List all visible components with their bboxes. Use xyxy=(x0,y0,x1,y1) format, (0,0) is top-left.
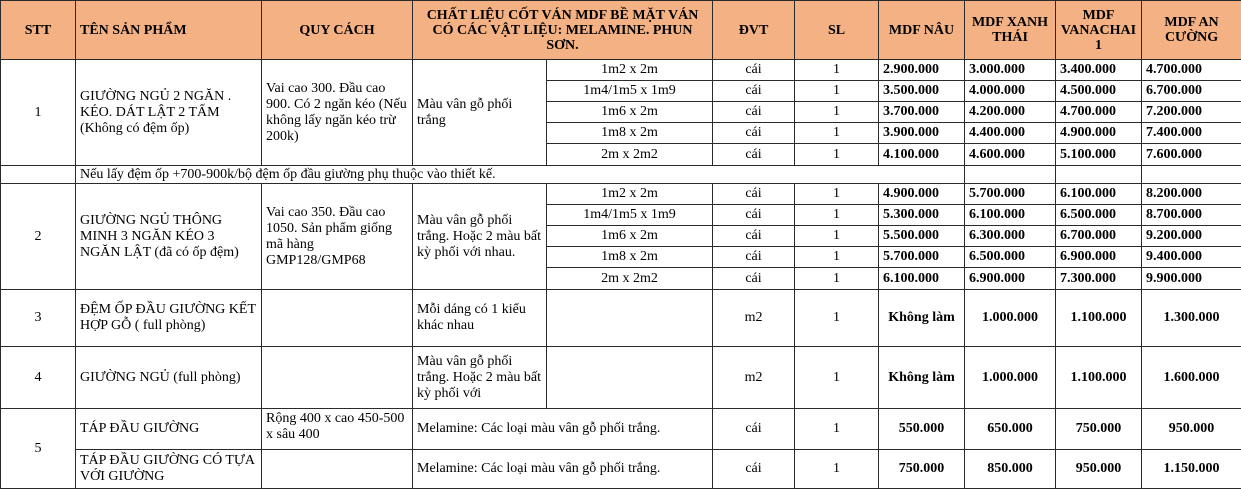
product-1-stt: 1 xyxy=(1,60,76,166)
product-5-item-material: Melamine: Các loại màu vân gỗ phối trắng. xyxy=(413,409,713,450)
price-mdf-vanachai: 1.100.000 xyxy=(1056,290,1142,347)
qty-cell: 1 xyxy=(795,205,879,226)
unit-cell: cái xyxy=(713,409,795,450)
unit-cell: cái xyxy=(713,81,795,102)
price-mdf-xanh-thai: 6.900.000 xyxy=(965,268,1056,290)
product-2-name: GIƯỜNG NGỦ THÔNG MINH 3 NGĂN KÉO 3 NGĂN LẬT (đã có ốp đệm) xyxy=(76,184,262,290)
qty-cell: 1 xyxy=(795,450,879,489)
price-mdf-nau: 3.500.000 xyxy=(879,81,965,102)
price-mdf-nau: 3.700.000 xyxy=(879,102,965,123)
price-mdf-xanh-thai: 3.000.000 xyxy=(965,60,1056,81)
price-mdf-xanh-thai: 4.600.000 xyxy=(965,144,1056,166)
product-1-spec: Vai cao 300. Đầu cao 900. Có 2 ngăn kéo (Nếu không lấy ngăn kéo trừ 200k) xyxy=(262,60,413,166)
price-mdf-vanachai: 950.000 xyxy=(1056,450,1142,489)
unit-cell: cái xyxy=(713,205,795,226)
header-mdf-an-cuong: MDF AN CƯỜNG xyxy=(1142,1,1241,60)
header-spec: QUY CÁCH xyxy=(262,1,413,60)
qty-cell: 1 xyxy=(795,60,879,81)
qty-cell: 1 xyxy=(795,81,879,102)
price-mdf-nau: 3.900.000 xyxy=(879,123,965,144)
unit-cell: cái xyxy=(713,123,795,144)
price-mdf-xanh-thai: 1.000.000 xyxy=(965,347,1056,409)
price-mdf-an-cuong: 7.200.000 xyxy=(1142,102,1241,123)
product-4-stt: 4 xyxy=(1,347,76,409)
table-row xyxy=(1,184,1241,205)
product-3-stt: 3 xyxy=(1,290,76,347)
product-1-material: Màu vân gỗ phối trắng xyxy=(413,60,547,166)
price-mdf-vanachai: 6.900.000 xyxy=(1056,247,1142,268)
header-qty: SL xyxy=(795,1,879,60)
product-3-material: Mỗi dáng có 1 kiểu khác nhau xyxy=(413,290,547,347)
product-5-spec: Rộng 400 x cao 450-500 x sâu 400 xyxy=(262,409,413,450)
table-row xyxy=(1,450,1241,489)
unit-cell: cái xyxy=(713,184,795,205)
header-row xyxy=(1,1,1241,60)
table-row xyxy=(1,60,1241,81)
price-mdf-vanachai: 4.700.000 xyxy=(1056,102,1142,123)
price-mdf-nau: 5.300.000 xyxy=(879,205,965,226)
price-mdf-xanh-thai: 6.500.000 xyxy=(965,247,1056,268)
qty-cell: 1 xyxy=(795,247,879,268)
product-4-name: GIƯỜNG NGỦ (full phòng) xyxy=(76,347,262,409)
unit-cell: m2 xyxy=(713,290,795,347)
price-mdf-vanachai: 6.700.000 xyxy=(1056,226,1142,247)
price-mdf-an-cuong: 1.150.000 xyxy=(1142,450,1241,489)
price-mdf-xanh-thai: 6.300.000 xyxy=(965,226,1056,247)
note-text: Nếu lấy đệm ốp +700-900k/bộ đệm ốp đầu giường phụ thuộc vào thiết kế. xyxy=(76,166,965,184)
unit-cell: cái xyxy=(713,144,795,166)
unit-cell: cái xyxy=(713,102,795,123)
price-mdf-nau: Không làm xyxy=(879,347,965,409)
price-mdf-nau: 5.700.000 xyxy=(879,247,965,268)
price-mdf-vanachai: 6.100.000 xyxy=(1056,184,1142,205)
header-name: TÊN SẢN PHẨM xyxy=(76,1,262,60)
price-mdf-xanh-thai: 5.700.000 xyxy=(965,184,1056,205)
size-cell: 1m4/1m5 x 1m9 xyxy=(547,205,713,226)
product-2-stt: 2 xyxy=(1,184,76,290)
price-mdf-vanachai: 4.500.000 xyxy=(1056,81,1142,102)
price-mdf-vanachai: 5.100.000 xyxy=(1056,144,1142,166)
price-mdf-vanachai: 4.900.000 xyxy=(1056,123,1142,144)
size-cell: 1m6 x 2m xyxy=(547,226,713,247)
price-mdf-nau: 750.000 xyxy=(879,450,965,489)
header-mdf-nau: MDF NÂU xyxy=(879,1,965,60)
qty-cell: 1 xyxy=(795,347,879,409)
qty-cell: 1 xyxy=(795,409,879,450)
price-mdf-xanh-thai: 4.000.000 xyxy=(965,81,1056,102)
size-cell: 1m6 x 2m xyxy=(547,102,713,123)
price-mdf-nau: 2.900.000 xyxy=(879,60,965,81)
price-mdf-an-cuong: 4.700.000 xyxy=(1142,60,1241,81)
price-mdf-nau: 550.000 xyxy=(879,409,965,450)
price-mdf-nau: Không làm xyxy=(879,290,965,347)
qty-cell: 1 xyxy=(795,102,879,123)
note-row xyxy=(1,166,1241,184)
product-3-spec xyxy=(262,290,413,347)
price-mdf-an-cuong: 9.400.000 xyxy=(1142,247,1241,268)
price-mdf-xanh-thai: 850.000 xyxy=(965,450,1056,489)
header-mdf-vanachai: MDF VANACHAI 1 xyxy=(1056,1,1142,60)
qty-cell: 1 xyxy=(795,184,879,205)
product-4-spec xyxy=(262,347,413,409)
unit-cell: cái xyxy=(713,60,795,81)
price-mdf-vanachai: 750.000 xyxy=(1056,409,1142,450)
price-mdf-vanachai: 1.100.000 xyxy=(1056,347,1142,409)
price-mdf-an-cuong: 9.900.000 xyxy=(1142,268,1241,290)
product-5-item-name: TÁP ĐẦU GIƯỜNG CÓ TỰA VỚI GIƯỜNG xyxy=(76,450,262,489)
qty-cell: 1 xyxy=(795,123,879,144)
price-mdf-xanh-thai: 6.100.000 xyxy=(965,205,1056,226)
price-mdf-nau: 4.900.000 xyxy=(879,184,965,205)
unit-cell: cái xyxy=(713,450,795,489)
table-row xyxy=(1,347,1241,409)
size-cell: 2m x 2m2 xyxy=(547,144,713,166)
size-cell: 1m4/1m5 x 1m9 xyxy=(547,81,713,102)
spec-cell xyxy=(262,450,413,489)
price-mdf-nau: 6.100.000 xyxy=(879,268,965,290)
product-4-material: Màu vân gỗ phối trắng. Hoặc 2 màu bất kỳ phối với xyxy=(413,347,547,409)
header-unit: ĐVT xyxy=(713,1,795,60)
price-mdf-xanh-thai: 4.200.000 xyxy=(965,102,1056,123)
qty-cell: 1 xyxy=(795,144,879,166)
price-mdf-an-cuong: 9.200.000 xyxy=(1142,226,1241,247)
header-mdf-xanh-thai: MDF XANH THÁI xyxy=(965,1,1056,60)
size-cell xyxy=(547,347,713,409)
unit-cell: cái xyxy=(713,247,795,268)
product-1-name: GIƯỜNG NGỦ 2 NGĂN . KÉO. DÁT LẬT 2 TẤM (Không có đệm ốp) xyxy=(76,60,262,166)
table-row xyxy=(1,290,1241,347)
unit-cell: cái xyxy=(713,268,795,290)
header-material: CHẤT LIỆU CỐT VÁN MDF BỀ MẶT VÁN CÓ CÁC VẬT LIỆU: MELAMINE. PHUN SƠN. xyxy=(413,1,713,60)
price-mdf-an-cuong: 1.600.000 xyxy=(1142,347,1241,409)
size-cell: 1m8 x 2m xyxy=(547,123,713,144)
price-mdf-vanachai: 6.500.000 xyxy=(1056,205,1142,226)
price-mdf-vanachai: 3.400.000 xyxy=(1056,60,1142,81)
header-stt: STT xyxy=(1,1,76,60)
price-mdf-xanh-thai: 1.000.000 xyxy=(965,290,1056,347)
product-3-name: ĐỆM ỐP ĐẦU GIƯỜNG KẾT HỢP GỖ ( full phòng) xyxy=(76,290,262,347)
qty-cell: 1 xyxy=(795,226,879,247)
size-cell: 2m x 2m2 xyxy=(547,268,713,290)
unit-cell: m2 xyxy=(713,347,795,409)
price-mdf-an-cuong: 7.600.000 xyxy=(1142,144,1241,166)
price-mdf-an-cuong: 950.000 xyxy=(1142,409,1241,450)
qty-cell: 1 xyxy=(795,268,879,290)
price-mdf-an-cuong: 1.300.000 xyxy=(1142,290,1241,347)
price-mdf-an-cuong: 8.700.000 xyxy=(1142,205,1241,226)
price-mdf-nau: 4.100.000 xyxy=(879,144,965,166)
price-mdf-xanh-thai: 650.000 xyxy=(965,409,1056,450)
price-mdf-an-cuong: 6.700.000 xyxy=(1142,81,1241,102)
price-mdf-an-cuong: 7.400.000 xyxy=(1142,123,1241,144)
table-row xyxy=(1,409,1241,450)
qty-cell: 1 xyxy=(795,290,879,347)
price-mdf-an-cuong: 8.200.000 xyxy=(1142,184,1241,205)
unit-cell: cái xyxy=(713,226,795,247)
product-5-item-name: TÁP ĐẦU GIƯỜNG xyxy=(76,409,262,450)
size-cell xyxy=(547,290,713,347)
product-5-item-material: Melamine: Các loại màu vân gỗ phối trắng. xyxy=(413,450,713,489)
product-2-spec: Vai cao 350. Đầu cao 1050. Sản phẩm giống mã hàng GMP128/GMP68 xyxy=(262,184,413,290)
price-mdf-xanh-thai: 4.400.000 xyxy=(965,123,1056,144)
price-mdf-nau: 5.500.000 xyxy=(879,226,965,247)
size-cell: 1m2 x 2m xyxy=(547,60,713,81)
size-cell: 1m2 x 2m xyxy=(547,184,713,205)
product-2-material: Màu vân gỗ phối trắng. Hoặc 2 màu bất kỳ phối với nhau. xyxy=(413,184,547,290)
size-cell: 1m8 x 2m xyxy=(547,247,713,268)
price-mdf-vanachai: 7.300.000 xyxy=(1056,268,1142,290)
product-5-stt: 5 xyxy=(1,409,76,489)
